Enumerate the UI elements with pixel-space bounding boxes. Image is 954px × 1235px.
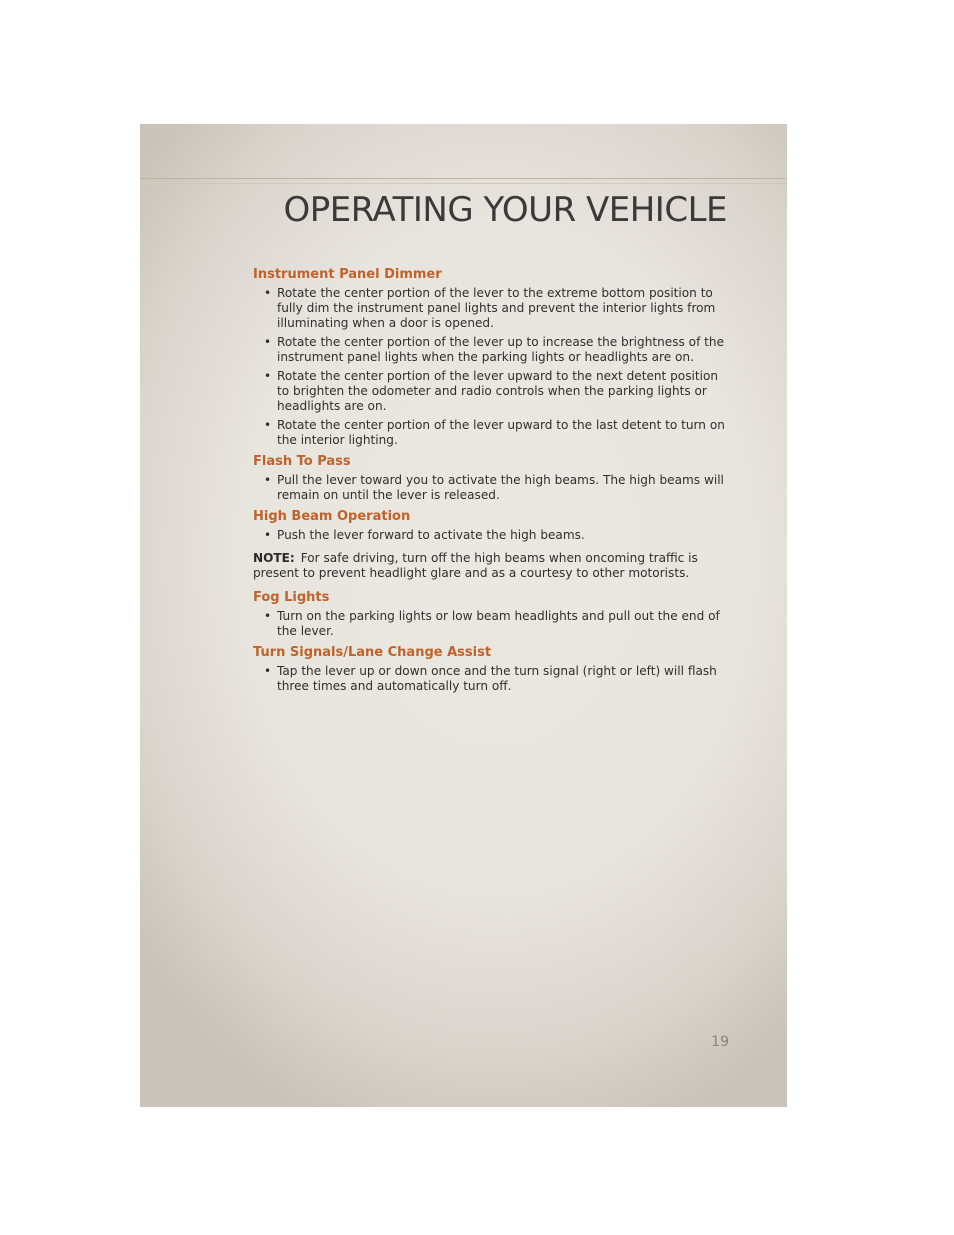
section-heading: High Beam Operation bbox=[253, 509, 411, 524]
bullet-list bbox=[253, 286, 733, 448]
header-rule bbox=[140, 178, 787, 179]
bullet-icon: • bbox=[264, 664, 272, 678]
bullet-icon: • bbox=[264, 369, 272, 383]
list-item bbox=[253, 369, 733, 414]
list-item bbox=[253, 664, 733, 694]
bullet-icon: • bbox=[264, 286, 272, 300]
note-label: NOTE: bbox=[253, 551, 295, 565]
note-paragraph bbox=[253, 551, 733, 581]
page-number: 19 bbox=[711, 1034, 729, 1050]
list-item-text: Turn on the parking lights or low beam headlights and pull out the end of the lever. bbox=[277, 609, 720, 638]
section-heading: Flash To Pass bbox=[253, 454, 351, 469]
manual-page bbox=[140, 124, 787, 1107]
list-item-text: Pull the lever toward you to activate the high beams. The high beams will remain on until the lever is released. bbox=[277, 473, 724, 502]
bullet-list bbox=[253, 528, 733, 543]
list-item bbox=[253, 335, 733, 365]
list-item bbox=[253, 286, 733, 331]
section-turn-signals bbox=[253, 645, 733, 694]
list-item-text: Push the lever forward to activate the high beams. bbox=[277, 528, 585, 542]
section-instrument-panel-dimmer bbox=[253, 267, 733, 448]
list-item bbox=[253, 473, 733, 503]
list-item bbox=[253, 528, 733, 543]
section-flash-to-pass bbox=[253, 454, 733, 503]
page-content bbox=[253, 267, 733, 700]
bullet-list bbox=[253, 664, 733, 694]
note-text: For safe driving, turn off the high beams when oncoming traffic is present to prevent headlight glare and as a courtesy to other motorists. bbox=[253, 551, 698, 580]
bullet-icon: • bbox=[264, 473, 272, 487]
bullet-icon: • bbox=[264, 528, 272, 542]
list-item-text: Rotate the center portion of the lever up to increase the brightness of the instrument panel lights when the parking lights or headlights are on. bbox=[277, 335, 725, 364]
list-item-text: Tap the lever up or down once and the turn signal (right or left) will flash three times and automatically turn off. bbox=[277, 664, 717, 693]
section-heading: Fog Lights bbox=[253, 590, 330, 605]
list-item-text: Rotate the center portion of the lever upward to the next detent position to brighten the odometer and radio controls when the parking lights or headlights are on. bbox=[277, 369, 719, 413]
bullet-icon: • bbox=[264, 609, 272, 623]
section-high-beam-operation bbox=[253, 509, 733, 581]
bullet-list bbox=[253, 473, 733, 503]
header-rule-secondary bbox=[140, 183, 787, 184]
section-heading: Turn Signals/Lane Change Assist bbox=[253, 645, 492, 660]
list-item-text: Rotate the center portion of the lever upward to the last detent to turn on the interior lighting. bbox=[277, 418, 725, 447]
bullet-list bbox=[253, 609, 733, 639]
list-item bbox=[253, 418, 733, 448]
list-item-text: Rotate the center portion of the lever to the extreme bottom position to fully dim the instrument panel lights and prevent the interior lights from illuminating when a door is opened. bbox=[277, 286, 716, 330]
bullet-icon: • bbox=[264, 335, 272, 349]
section-fog-lights bbox=[253, 590, 733, 639]
bullet-icon: • bbox=[264, 418, 272, 432]
page-title: OPERATING YOUR VEHICLE bbox=[283, 190, 727, 230]
section-heading: Instrument Panel Dimmer bbox=[253, 267, 442, 282]
list-item bbox=[253, 609, 733, 639]
